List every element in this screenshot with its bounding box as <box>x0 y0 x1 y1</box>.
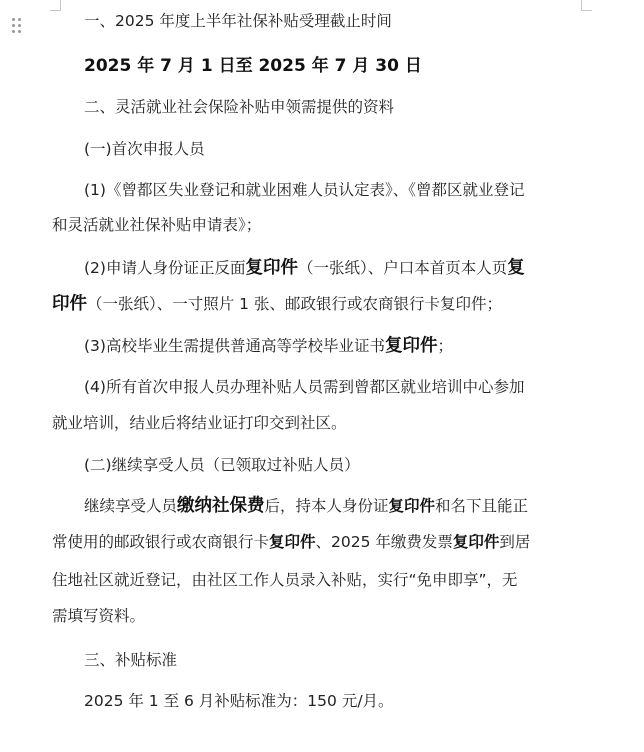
section-1-heading: 一、2025 年度上半年社保补贴受理截止时间 <box>84 12 392 30</box>
item-3 <box>84 336 453 356</box>
continuing-line-4: 需填写资料。 <box>52 607 146 625</box>
bold-social-fee-text: 缴纳社保费 <box>177 496 265 516</box>
continuing-line-3: 住地社区就近登记，由社区工作人员录入补贴，实行“免申即享”，无 <box>52 571 518 589</box>
bold-copy-text: 复印件 <box>452 533 500 551</box>
item-4-line-2: 就业培训，结业后将结业证打印交到社区。 <box>52 414 347 432</box>
item-4-line-1: (4)所有首次申报人员办理补贴人员需到曾都区就业培训中心参加 <box>84 378 525 396</box>
continuing-text: 、2025 年缴费发票 <box>315 533 453 551</box>
margin-corner-mark <box>581 0 592 11</box>
item-2-line-1 <box>84 258 525 278</box>
bold-copy-text: 印件 <box>52 294 87 314</box>
continuing-line-1 <box>84 496 528 516</box>
continuing-text: 常使用的邮政银行或农商银行卡 <box>52 533 270 551</box>
section-2-heading: 二、灵活就业社会保险补贴申领需提供的资料 <box>84 98 395 116</box>
deadline-dates: 2025 年 7 月 1 日至 2025 年 7 月 30 日 <box>84 56 422 76</box>
subsidy-standard-text: 2025 年 1 至 6 月补贴标准为：150 元/月。 <box>84 692 394 710</box>
item-2-text: (2)申请人身份证正反面 <box>84 259 246 277</box>
continuing-text: 和名下且能正 <box>435 497 529 515</box>
item-3-text: ； <box>437 337 453 355</box>
item-2-line-2 <box>52 294 502 314</box>
continuing-line-2 <box>52 532 530 552</box>
item-1-line-2: 和灵活就业社保补贴申请表》； <box>52 216 262 234</box>
item-2-text: （一张纸）、户口本首页本人页 <box>297 259 508 277</box>
item-3-text: (3)高校毕业生需提供普通高等学校毕业证书 <box>84 337 385 355</box>
continuing-text: 继续享受人员 <box>84 497 178 515</box>
subsection-2-heading: (二)继续享受人员（已领取过补贴人员） <box>84 456 360 474</box>
continuing-text: 到居 <box>499 533 531 551</box>
bold-copy-text: 复印件 <box>245 258 298 278</box>
section-3-heading: 三、补贴标准 <box>84 651 178 669</box>
bold-copy-text: 复印件 <box>384 336 438 356</box>
bold-copy-text: 复印件 <box>388 497 436 515</box>
drag-handle-icon[interactable] <box>12 18 22 33</box>
subsection-1-heading: (一)首次申报人员 <box>84 140 205 158</box>
item-1-line-1: (1)《曾都区失业登记和就业困难人员认定表》、《曾都区就业登记 <box>84 181 525 199</box>
item-2-text: （一张纸）、一寸照片 1 张、邮政银行或农商银行卡复印件； <box>87 295 502 313</box>
margin-corner-mark <box>50 0 61 11</box>
bold-copy-text: 复 <box>507 258 525 278</box>
bold-copy-text: 复印件 <box>269 533 316 551</box>
continuing-text: 后，持本人身份证 <box>264 497 389 515</box>
